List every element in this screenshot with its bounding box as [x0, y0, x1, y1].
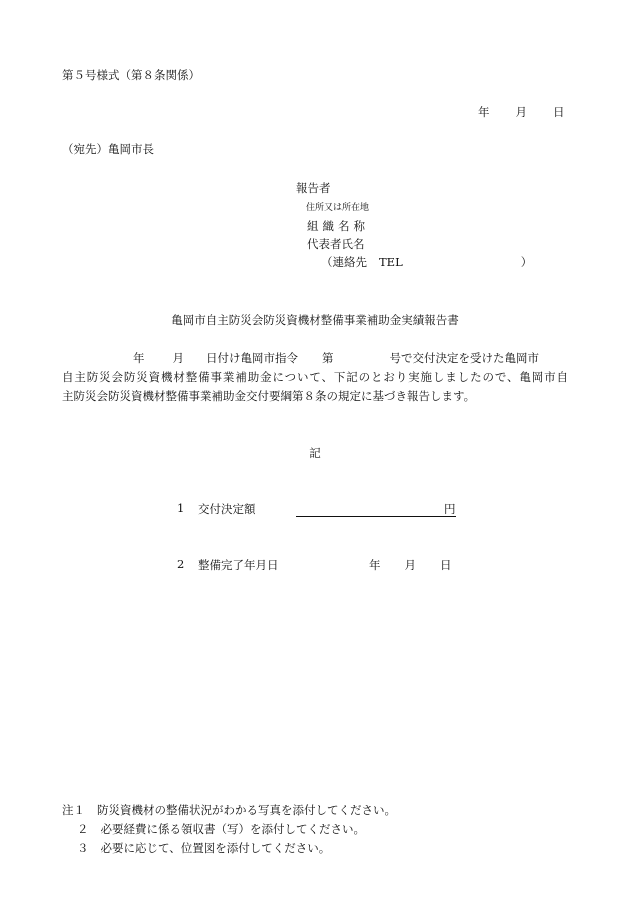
reporter-contact	[321, 254, 532, 270]
date-day: 日	[553, 105, 565, 119]
reporter-rep-label: 代表者氏名	[307, 237, 365, 251]
document-title: 亀岡市自主防災会防災資機材整備事業補助金実績報告書	[171, 313, 459, 327]
completion-date	[369, 557, 452, 573]
contact-close: ）	[520, 255, 533, 269]
completion-day: 日	[440, 558, 452, 572]
note-3-number: ３	[77, 841, 89, 855]
yen-unit: 円	[444, 502, 456, 516]
item-2-number: 2	[177, 557, 185, 571]
reporter-address-label: 住所又は所在地	[306, 203, 370, 213]
body-dated: 日付け亀岡市指令	[206, 351, 298, 365]
note-2-text: 必要経費に係る領収書（写）を添付してください。	[100, 822, 365, 836]
note-1	[62, 802, 396, 818]
body-line-3: 主防災会防災資機材整備事業補助金交付要綱第８条の規定に基づき報告します。	[62, 389, 476, 403]
date-month: 月	[515, 105, 527, 119]
date-year: 年	[478, 105, 490, 119]
completion-month: 月	[404, 558, 416, 572]
body-year: 年	[133, 351, 145, 365]
reporter-heading: 報告者	[296, 181, 331, 195]
reporter-org-label: 組織名称	[307, 219, 369, 233]
completion-year: 年	[369, 558, 381, 572]
body-line-1	[133, 350, 539, 366]
grant-amount-underline	[296, 503, 444, 517]
note-2	[77, 821, 365, 837]
addressee: （宛先）亀岡市長	[62, 142, 154, 156]
form-number: 第５号様式（第８条関係）	[62, 68, 200, 82]
body-dai: 第	[322, 351, 334, 365]
item-1-label: 交付決定額	[198, 502, 256, 516]
item-1-number: 1	[177, 501, 185, 515]
note-3-text: 必要に応じて、位置図を添付してください。	[100, 841, 331, 855]
body-line-2: 自主防災会防災資機材整備事業補助金について、下記のとおり実施しましたので、亀岡市自	[62, 370, 568, 384]
body-month: 月	[172, 351, 184, 365]
note-1-text: 防災資機材の整備状況がわかる写真を添付してください。	[97, 803, 396, 817]
contact-open: （連絡先	[321, 255, 367, 269]
tel-label: TEL	[379, 255, 403, 269]
note-1-number: 注１	[62, 803, 85, 817]
note-3	[77, 840, 330, 856]
ki-heading: 記	[309, 446, 321, 460]
report-date	[478, 104, 565, 120]
item-2-label: 整備完了年月日	[198, 558, 279, 572]
note-2-number: ２	[77, 822, 89, 836]
grant-amount-field	[296, 501, 456, 517]
body-go: 号で交付決定を受けた亀岡市	[389, 351, 539, 365]
